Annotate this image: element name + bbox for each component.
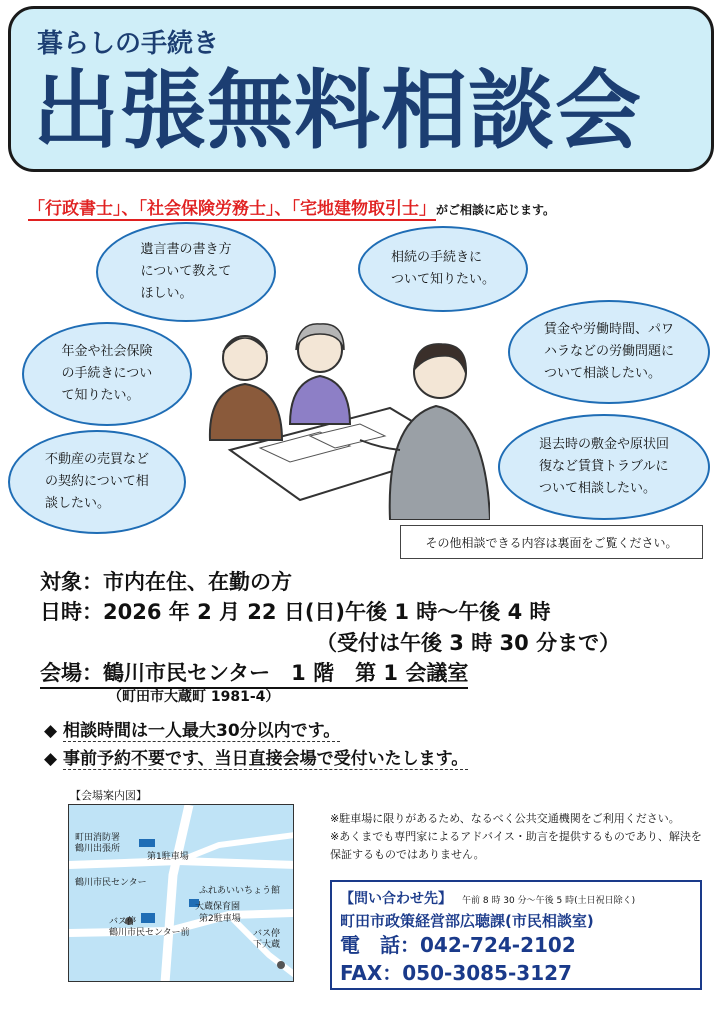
note-parking: ※駐車場に限りがあるため、なるべく公共交通機関をご利用ください。	[330, 812, 680, 825]
bubble-rental-text: 退去時の敷金や原状回 復など賃貸トラブルに ついて相談したい。	[538, 437, 669, 496]
expert-sharoshi: 「社会保険労務士」	[138, 199, 275, 219]
bubble-inheritance-text: 相続の手続きに ついて知りたい。	[390, 250, 495, 287]
map-label: 【会場案内図】	[70, 789, 147, 802]
experts-sep1: 、	[121, 199, 139, 219]
bubble-labor-text: 賃金や労働時間、パワ ハラなどの労働問題に ついて相談したい。	[543, 322, 674, 381]
info-reception: （受付は午後 3 時 30 分まで）	[316, 631, 621, 655]
venue-address: （町田市大蔵町 1981-4）	[108, 689, 280, 705]
map-parking2: 第2駐車場	[199, 914, 241, 924]
diamond-icon: ◆	[44, 721, 58, 741]
header-subtitle: 暮らしの手続き	[37, 29, 220, 59]
map-bus-stop2: バス停 下大蔵	[253, 929, 281, 950]
map-fire-station: 町田消防署 鶴川出張所	[75, 833, 121, 854]
contact-org: 町田市政策経営部広聴課(市民相談室)	[340, 912, 594, 930]
bubble-labor	[508, 300, 710, 404]
info-target: 対象：市内在住、在勤の方	[40, 570, 292, 594]
other-note-text: その他相談できる内容は裏面をご覧ください。	[425, 535, 678, 550]
bullet-no-reservation-text: 事前予約不要です、当日直接会場で受付いたします。	[63, 749, 469, 769]
man-body-icon	[210, 384, 282, 440]
venue-map	[68, 804, 294, 982]
map-fureai: ふれあいいちょう館	[199, 886, 281, 896]
woman-body-icon	[290, 376, 350, 424]
contact-phone[interactable]: 電 話：042-724-2102	[340, 933, 576, 957]
contact-box	[330, 880, 702, 990]
info-datetime: 日時：2026 年 2 月 22 日(日)午後 1 時～午後 4 時	[40, 600, 551, 624]
experts-tail: がご相談に応じます。	[436, 203, 556, 217]
bullet-no-reservation	[44, 744, 468, 769]
bubble-realestate-text: 不動産の売買など の契約について相 談したい。	[44, 452, 149, 511]
experts-sep2: 、	[274, 199, 292, 219]
consultation-illustration	[190, 300, 490, 520]
contact-fax: FAX：050-3085-3127	[340, 961, 572, 985]
map-parking1: 第1駐車場	[147, 852, 189, 862]
notes	[330, 810, 708, 864]
expert-gyosei: 「行政書士」	[28, 199, 122, 219]
bullet-duration	[44, 716, 340, 741]
experts-line	[28, 194, 555, 219]
map-nursery: 大蔵保育園	[195, 902, 241, 912]
bubble-pension-text: 年金や社会保険 の手続きについ て知りたい。	[61, 344, 153, 403]
expert-takken: 「宅地建物取引士」	[291, 199, 436, 219]
bubble-realestate	[8, 430, 186, 534]
page-title: 出張無料相談会	[33, 61, 642, 161]
bubble-rental	[498, 414, 710, 520]
map-civic-center: 鶴川市民センター	[75, 878, 147, 888]
map-bus-stop1: バス停 鶴川市民センター前	[109, 917, 190, 938]
contact-heading-text: 【問い合わせ先】	[340, 891, 452, 907]
contact-heading	[340, 888, 692, 908]
contact-hours: 午前 8 時 30 分～午後 5 時(土日祝日除く)	[462, 896, 636, 906]
note-disclaimer: ※あくまでも専門家によるアドバイス・助言を提供するものであり、解決を保証するものではありません。	[330, 830, 702, 861]
diamond-icon: ◆	[44, 749, 58, 769]
bubble-will-text: 遺言書の書き方 について教えて ほしい。	[140, 242, 232, 301]
bubble-pension	[22, 322, 192, 426]
header-banner	[8, 6, 714, 172]
info-venue: 会場：鶴川市民センター 1 階 第 1 会議室	[40, 657, 468, 689]
other-consultation-note	[400, 525, 703, 559]
bullet-duration-text: 相談時間は一人最大30分以内です。	[63, 721, 341, 741]
